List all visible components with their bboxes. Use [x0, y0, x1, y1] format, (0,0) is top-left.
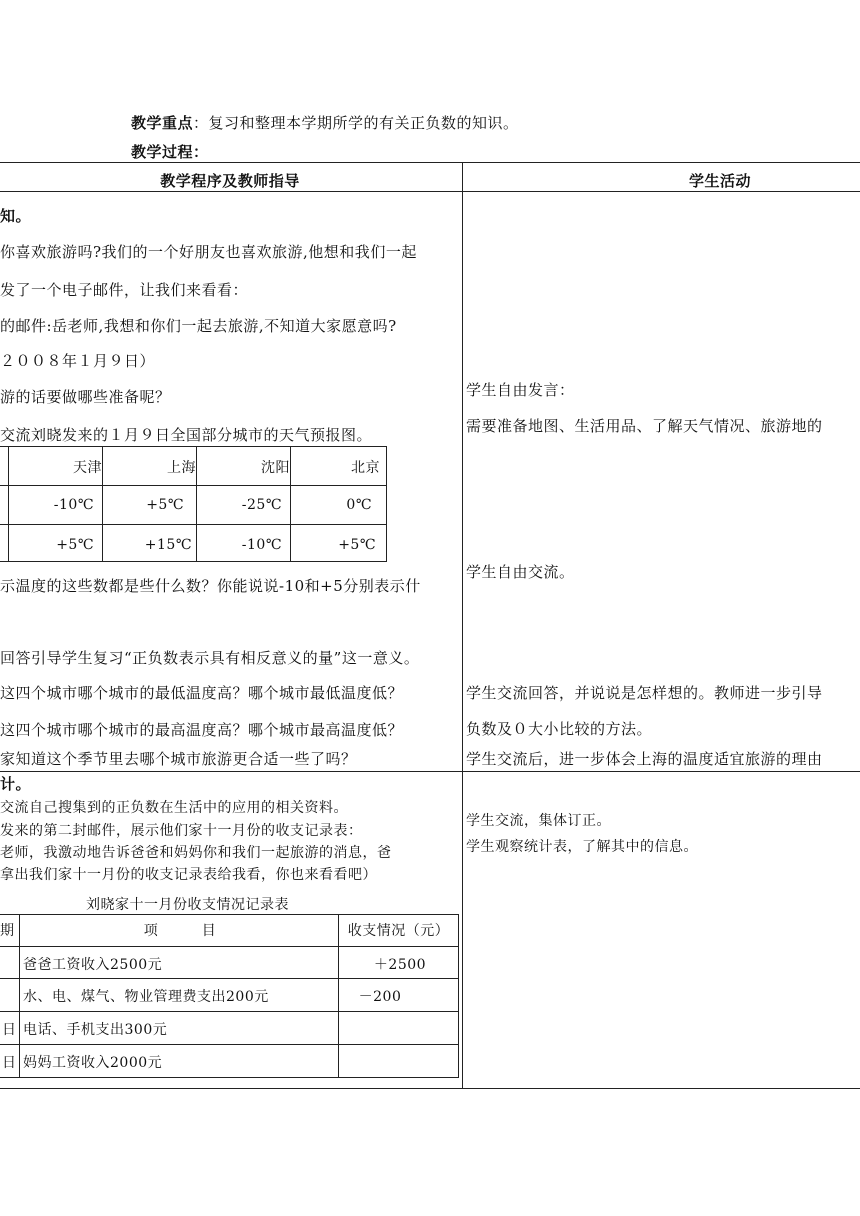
record-amount: －200	[358, 989, 402, 1005]
weather-city: 天津	[73, 460, 102, 476]
column-divider	[462, 162, 463, 1089]
record-table-border	[458, 914, 459, 1078]
teaching-process-label: 教学过程：	[131, 143, 209, 161]
teaching-focus	[131, 112, 519, 133]
record-header-amount: 收支情况（元）	[347, 923, 450, 939]
record-table-caption: 刘晓家十一月份收支情况记录表	[86, 897, 289, 913]
record-date: 日	[2, 1022, 17, 1038]
weather-low: +5℃	[146, 497, 184, 513]
record-amount: ＋2500	[373, 957, 427, 973]
section1-line: 这四个城市哪个城市的最高温度高？哪个城市最高温度低？	[0, 721, 404, 739]
section1-line: 游的话要做哪些准备呢？	[0, 388, 171, 406]
record-item: 电话、手机支出300元	[23, 1022, 168, 1038]
section2-line: 发来的第二封邮件，展示他们家十一月份的收支记录表：	[0, 823, 363, 839]
right-column-header: 学生活动	[688, 172, 751, 190]
record-header-item: 项 目	[143, 923, 217, 939]
weather-table-border	[0, 485, 387, 486]
section1-line: 交流刘晓发来的１月９日全国部分城市的天气预报图。	[0, 426, 373, 444]
weather-high: +5℃	[338, 537, 376, 553]
section1-line: 发了一个电子邮件，让我们来看看：	[0, 281, 249, 299]
weather-table-border	[386, 446, 387, 562]
student-activity: 学生自由发言：	[466, 381, 575, 399]
weather-city: 上海	[167, 460, 196, 476]
section1-title: 知。	[0, 207, 32, 225]
section1-line: ２００８年１月９日）	[0, 352, 156, 370]
student-activity: 学生交流回答，并说说是怎样想的。教师进一步引导	[466, 684, 823, 702]
record-table-border	[0, 978, 459, 979]
weather-high: +5℃	[56, 537, 94, 553]
table-header-border	[0, 191, 860, 192]
section1-line: 家知道这个季节里去哪个城市旅游更合适一些了吗？	[0, 750, 357, 768]
student-activity: 学生交流后，进一步体会上海的温度适宜旅游的理由	[466, 750, 823, 768]
weather-city: 沈阳	[261, 460, 290, 476]
section1-line: 这四个城市哪个城市的最低温度高？哪个城市最低温度低？	[0, 684, 404, 702]
section2-line: 老师，我激动地告诉爸爸和妈妈你和我们一起旅游的消息，爸	[0, 845, 392, 861]
weather-low: -25℃	[241, 497, 282, 513]
record-table-border	[19, 914, 20, 1078]
teaching-focus-label: 教学重点	[131, 114, 194, 132]
weather-table-border	[0, 524, 387, 525]
record-table-border	[0, 914, 459, 915]
student-activity: 负数及０大小比较的方法。	[466, 720, 653, 738]
record-header-date: 期	[0, 923, 15, 939]
teaching-focus-text: ：复习和整理本学期所学的有关正负数的知识。	[193, 114, 519, 132]
weather-city: 北京	[351, 460, 380, 476]
section1-line: 的邮件:岳老师,我想和你们一起去旅游,不知道大家愿意吗?	[0, 317, 397, 335]
student-activity: 学生自由交流。	[466, 563, 575, 581]
record-item: 水、电、煤气、物业管理费支出200元	[23, 989, 269, 1005]
weather-low: 0℃	[346, 497, 372, 513]
record-table-border	[0, 1011, 459, 1012]
table-bottom-border	[0, 1088, 860, 1089]
section1-line: 示温度的这些数都是些什么数？你能说说-10和+5分别表示什	[0, 577, 421, 595]
section1-line: 回答引导学生复习“正负数表示具有相反意义的量”这一意义。	[0, 649, 420, 667]
record-table-border	[0, 946, 459, 947]
record-table-border	[0, 1077, 459, 1078]
weather-low: -10℃	[53, 497, 94, 513]
student-activity: 需要准备地图、生活用品、了解天气情况、旅游地的	[466, 417, 823, 435]
section1-line: 你喜欢旅游吗?我们的一个好朋友也喜欢旅游,他想和我们一起	[0, 243, 417, 261]
record-item: 妈妈工资收入2000元	[23, 1055, 163, 1071]
section-divider	[0, 771, 860, 772]
record-date: 日	[2, 1055, 17, 1071]
student-activity: 学生交流，集体订正。	[466, 813, 611, 829]
weather-high: -10℃	[241, 537, 282, 553]
weather-table-border	[0, 561, 387, 562]
record-table-border	[0, 1044, 459, 1045]
section2-line: 交流自己搜集到的正负数在生活中的应用的相关资料。	[0, 800, 348, 816]
student-activity: 学生观察统计表，了解其中的信息。	[466, 839, 698, 855]
left-column-header: 教学程序及教师指导	[160, 172, 300, 190]
section2-title: 计。	[0, 775, 32, 793]
table-top-border	[0, 162, 860, 163]
weather-high: +15℃	[144, 537, 192, 553]
record-item: 爸爸工资收入2500元	[23, 957, 163, 973]
section2-line: 拿出我们家十一月份的收支记录表给我看，你也来看看吧）	[0, 867, 377, 883]
weather-table-border	[0, 446, 387, 447]
